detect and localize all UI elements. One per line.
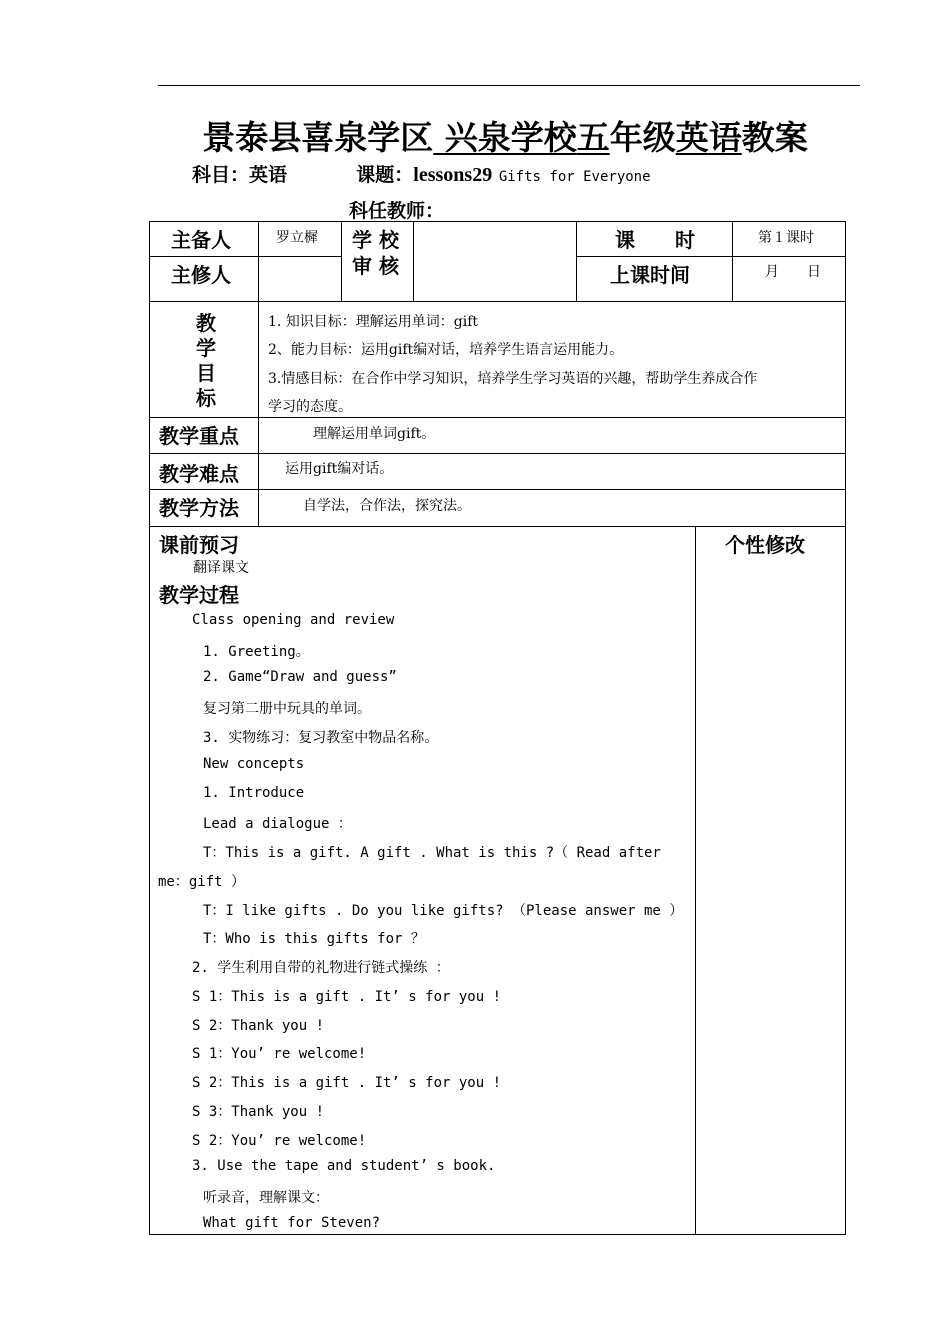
process-line: 3. 实物练习：复习教室中物品名称。 [203, 730, 439, 746]
key-points-label: 教学重点 [159, 424, 239, 448]
preview-heading: 课前预习 [159, 533, 239, 557]
process-line: T：This is a gift. A gift . What is this ?（ Read after [203, 845, 661, 861]
goals-label-char: 标 [196, 386, 216, 410]
process-line: me：gift ） [158, 874, 246, 890]
main-reviser-label: 主修人 [171, 263, 231, 287]
methods-label: 教学方法 [159, 496, 239, 520]
goals-label [194, 311, 218, 411]
key-points-value: 理解运用单词gift。 [313, 426, 436, 442]
process-line: 复习第二册中玩具的单词。 [203, 701, 371, 717]
page-title [0, 112, 950, 159]
title-district: 景泰县喜泉学区 [202, 118, 434, 157]
topic-lesson: lessons29 [413, 164, 493, 186]
process-line: S 3：Thank you ! [192, 1104, 325, 1120]
main-preparer-label: 主备人 [171, 228, 231, 252]
title-suffix: 教案 [741, 118, 808, 157]
difficulties-value: 运用gift编对话。 [285, 461, 394, 477]
process-line: S 2：This is a gift . It’ s for you ! [192, 1075, 502, 1091]
process-line: T：I like gifts . Do you like gifts? （Please answer me ） [203, 903, 684, 919]
header-rule [158, 85, 860, 86]
process-line: S 2：You’ re welcome! [192, 1133, 367, 1149]
title-grade-number: 五 [576, 118, 610, 157]
class-time-label: 上课时间 [610, 263, 690, 287]
subject-label: 科目：英语 [192, 164, 288, 186]
goals-label-char: 教 [196, 311, 216, 335]
subject-topic-line [192, 160, 651, 187]
methods-value: 自学法，合作法，探究法。 [303, 498, 471, 514]
goal-emotion-cont: 学习的态度。 [268, 399, 352, 415]
process-line: What gift for Steven? [203, 1215, 381, 1231]
process-line: Class opening and review [192, 612, 395, 628]
personal-revision-heading: 个性修改 [725, 533, 805, 557]
process-line: T：Who is this gifts for ？ [203, 931, 425, 947]
teacher-label: 科任教师： [349, 200, 445, 222]
process-line: 3. Use the tape and student’ s book. [192, 1158, 496, 1174]
process-line: 2. Game“Draw and guess” [203, 669, 397, 685]
topic-label: 课题： [356, 164, 414, 186]
school-review-label-line2: 审 核 [352, 254, 399, 278]
goal-knowledge: 1. 知识目标：理解运用单词：gift [268, 314, 479, 330]
goals-label-char: 目 [196, 361, 216, 385]
school-review-label-line1: 学 校 [352, 228, 399, 252]
title-school: 兴泉学校 [433, 118, 577, 157]
preview-text: 翻译课文 [193, 560, 249, 576]
goals-label-char: 学 [196, 336, 216, 360]
process-line: S 1：This is a gift . It’ s for you ! [192, 989, 502, 1005]
process-line: S 1：You’ re welcome! [192, 1046, 367, 1062]
class-time-value: 月 日 [765, 264, 821, 280]
period-value: 第１课时 [758, 230, 814, 246]
goal-ability: 2、能力目标：运用gift编对话，培养学生语言运用能力。 [268, 342, 624, 358]
process-line: 1. Introduce [203, 785, 305, 801]
process-line: 听录音，理解课文： [203, 1190, 329, 1206]
main-preparer-value: 罗立樨 [276, 230, 318, 246]
process-heading: 教学过程 [159, 583, 239, 607]
period-label: 课 时 [615, 228, 695, 252]
process-line: 1. Greeting。 [203, 644, 310, 660]
title-subject: 英语 [675, 118, 742, 157]
topic-title: Gifts for Everyone [498, 169, 651, 185]
process-line: S 2：Thank you ! [192, 1018, 325, 1034]
process-line: Lead a dialogue ： [203, 816, 352, 832]
goal-emotion: 3.情感目标：在合作中学习知识，培养学生学习英语的兴趣，帮助学生养成合作 [268, 371, 758, 387]
process-line: 2. 学生利用自带的礼物进行链式操练 ： [192, 960, 450, 976]
title-grade: 年级 [609, 118, 676, 157]
process-line: New concepts [203, 756, 305, 772]
difficulties-label: 教学难点 [159, 462, 239, 486]
